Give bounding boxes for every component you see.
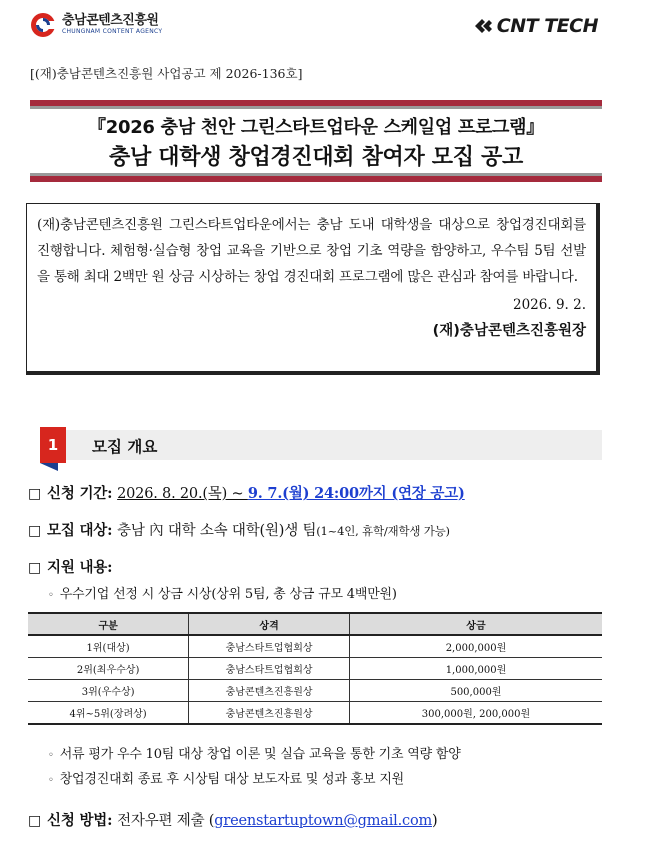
section-number: 1 bbox=[40, 427, 66, 463]
table-row bbox=[28, 702, 602, 725]
table-cell: 300,000원, 200,000원 bbox=[349, 702, 602, 725]
table-row bbox=[28, 658, 602, 680]
checkbox-bullet: □ bbox=[28, 560, 42, 576]
intro-date: 2026. 9. 2. bbox=[513, 297, 586, 313]
period-value-start: 2026. 8. 20.(목) ~ bbox=[117, 486, 248, 502]
table-cell: 2위(최우수상) bbox=[28, 658, 189, 680]
table-cell: 1위(대상) bbox=[28, 635, 189, 658]
table-header-cell: 상금 bbox=[349, 613, 602, 635]
email-link[interactable]: greenstartuptown@gmail.com bbox=[214, 813, 433, 829]
method-value: 전자우편 제출 ( bbox=[117, 813, 215, 829]
prize-table bbox=[28, 612, 602, 725]
support-sub-3 bbox=[48, 768, 404, 787]
section-number-tail bbox=[40, 463, 58, 471]
table-row bbox=[28, 680, 602, 702]
method-label: 신청 방법 bbox=[47, 812, 108, 829]
title-top-rule bbox=[30, 106, 602, 109]
table-cell: 충남스타트업협회상 bbox=[189, 658, 350, 680]
intro-box bbox=[26, 203, 600, 375]
period-value-extended: 9. 7.(월) 24:00까지 (연장 공고) bbox=[247, 485, 465, 502]
item-application-method: □ 신청 방법: 전자우편 제출 (greenstartuptown@gmail.com) bbox=[28, 812, 438, 829]
logo-cnt-tech bbox=[475, 12, 598, 40]
sub-bullet: ◦ bbox=[48, 750, 54, 761]
announcement-number: [(재)충남콘텐츠진흥원 사업공고 제 2026-136호] bbox=[30, 66, 303, 81]
period-label: 신청 기간 bbox=[47, 485, 108, 502]
title-line-2: 충남 대학생 창업경진대회 참여자 모집 공고 bbox=[109, 145, 523, 170]
target-note: (1~4인, 휴학/재학생 가능) bbox=[316, 524, 450, 538]
agency-logo-icon bbox=[30, 12, 56, 38]
cnt-tech-name: CNT TECH bbox=[496, 15, 598, 37]
table-cell: 1,000,000원 bbox=[349, 658, 602, 680]
support-label: 지원 내용 bbox=[47, 559, 108, 576]
item-support-content: □ 지원 내용: bbox=[28, 559, 113, 576]
target-value: 충남 內 대학 소속 대학(원)생 팀 bbox=[117, 523, 317, 539]
table-cell: 500,000원 bbox=[349, 680, 602, 702]
table-cell: 충남콘텐츠진흥원상 bbox=[189, 702, 350, 725]
support-sub-1 bbox=[48, 583, 397, 602]
item-application-period: □ 신청 기간: 2026. 8. 20.(목) ~ 9. 7.(월) 24:00까지 (연장 공고) bbox=[28, 485, 465, 502]
table-cell: 3위(우수상) bbox=[28, 680, 189, 702]
table-row bbox=[28, 635, 602, 658]
checkbox-bullet: □ bbox=[28, 523, 42, 539]
intro-organization: (재)충남콘텐츠진흥원장 bbox=[432, 323, 586, 339]
title-line-1: 『2026 충남 천안 그린스타트업타운 스케일업 프로그램』 bbox=[88, 117, 544, 138]
table-cell: 4위~5위(장려상) bbox=[28, 702, 189, 725]
logo-chungnam-content-agency bbox=[30, 10, 162, 40]
cnt-tech-logo-icon bbox=[475, 16, 497, 36]
agency-name-en: CHUNGNAM CONTENT AGENCY bbox=[62, 28, 163, 35]
section-title: 모집 개요 bbox=[92, 438, 158, 456]
support-sub-2-text: 서류 평가 우수 10팀 대상 창업 이론 및 실습 교육을 통한 기초 역량 함양 bbox=[59, 747, 461, 762]
method-close: ) bbox=[432, 813, 438, 829]
item-recruitment-target: □ 모집 대상: 충남 內 대학 소속 대학(원)생 팀(1~4인, 휴학/재학생 가능) bbox=[28, 522, 450, 539]
checkbox-bullet: □ bbox=[28, 486, 42, 502]
target-label: 모집 대상 bbox=[47, 522, 108, 539]
sub-bullet: ◦ bbox=[48, 590, 54, 601]
support-sub-2 bbox=[48, 743, 461, 762]
table-cell: 충남콘텐츠진흥원상 bbox=[189, 680, 350, 702]
support-sub-3-text: 창업경진대회 종료 후 시상팀 대상 보도자료 및 성과 홍보 지원 bbox=[59, 772, 405, 787]
table-header-cell: 구분 bbox=[28, 613, 189, 635]
checkbox-bullet: □ bbox=[28, 813, 42, 829]
table-header-row bbox=[28, 613, 602, 635]
title-bottom-bar bbox=[30, 176, 602, 182]
table-cell: 2,000,000원 bbox=[349, 635, 602, 658]
table-header-cell: 상격 bbox=[189, 613, 350, 635]
intro-text: (재)충남콘텐츠진흥원 그린스타트업타운에서는 충남 도내 대학생을 대상으로 창업경진대회를 진행합니다. 체험형·실습형 창업 교육을 기반으로 창업 기초 역량을 함양하고, 우수팀 5팀 선발을 통해 최대 2백만 원 상금 시상하는 창업 경진대회 프로그램에 많은 관심과 참여를 바랍니다. bbox=[37, 217, 586, 285]
table-cell: 충남스타트업협회상 bbox=[189, 635, 350, 658]
agency-name: 충남콘텐츠진흥원 bbox=[62, 13, 159, 28]
support-sub-1-text: 우수기업 선정 시 상금 시상(상위 5팀, 총 상금 규모 4백만원) bbox=[59, 587, 397, 602]
sub-bullet: ◦ bbox=[48, 775, 54, 786]
